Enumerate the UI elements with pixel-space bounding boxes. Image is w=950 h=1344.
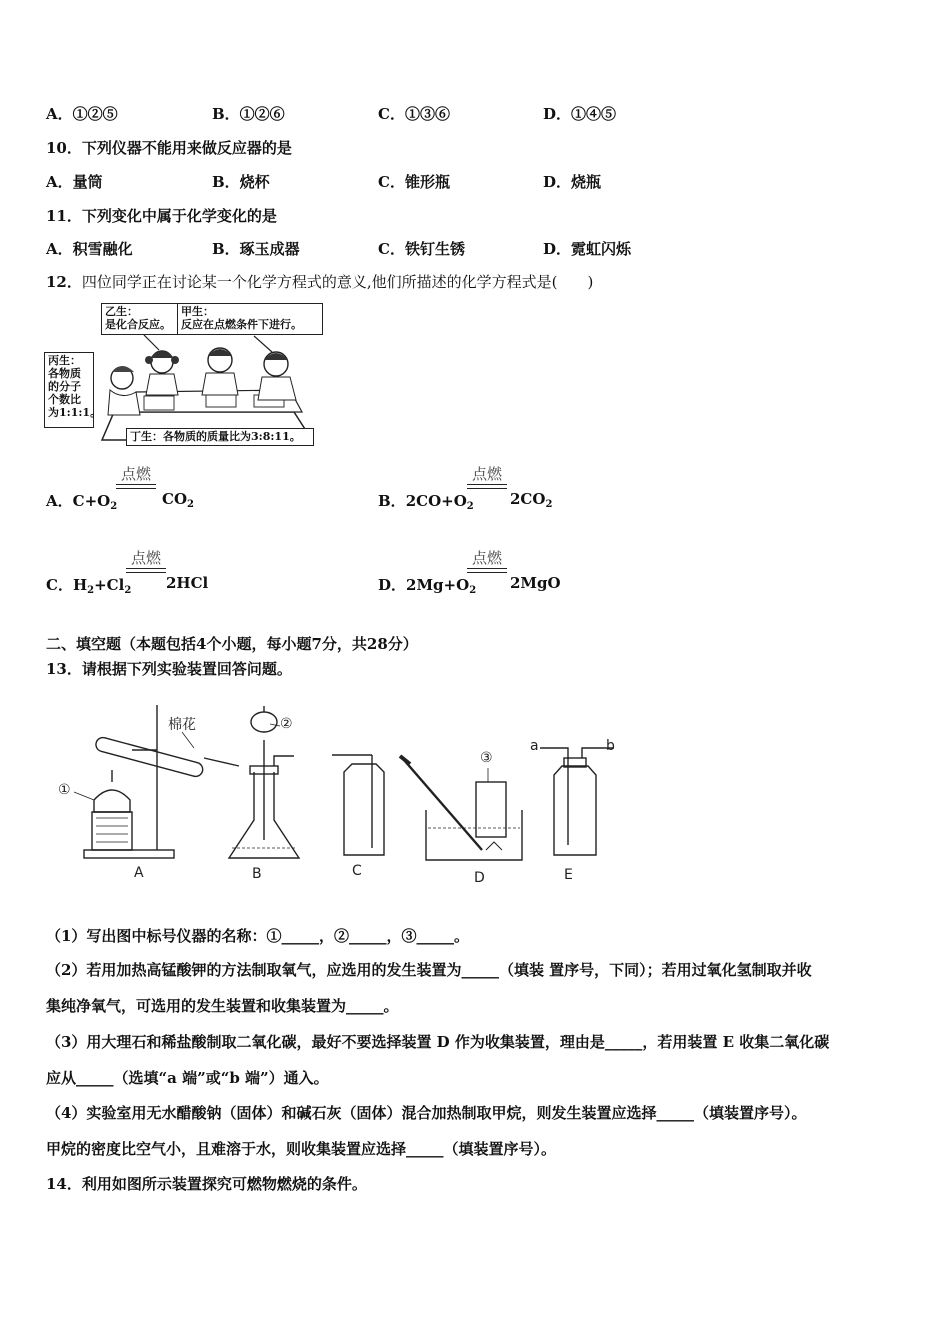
q12-figure	[44, 300, 314, 450]
label-A: A	[134, 865, 144, 881]
q12-d-equals	[467, 568, 507, 573]
q12-a-condition: 点燃	[120, 465, 151, 483]
q13-part-2a: （2）若用加热高锰酸钾的方法制取氧气，应选用的发生装置为_____（填装 置序号，下同）；若用过氧化氢制取并收	[46, 961, 812, 979]
q12-a-product: CO	[162, 490, 188, 508]
q11-stem: 11．下列变化中属于化学变化的是	[46, 207, 277, 225]
q13-part-1: （1）写出图中标号仪器的名称：①_____，②_____，③_____。	[46, 927, 469, 945]
q13-figure	[54, 700, 634, 890]
q13-part-3b: 应从_____（选填“a 端”或“b 端”）通入。	[46, 1069, 329, 1087]
label-2: ②	[280, 716, 293, 732]
q12-option-b	[378, 490, 474, 512]
q11-option-c: C．铁钉生锈	[378, 240, 465, 258]
q12-a-equals	[116, 484, 156, 489]
label-b: b	[606, 738, 615, 754]
label-E: E	[564, 867, 573, 883]
q12-b-equals	[467, 484, 507, 489]
subscript: 2	[124, 585, 132, 596]
q9-option-b: B．①②⑥	[212, 105, 285, 123]
q10-option-a: A．量筒	[46, 173, 103, 191]
subscript: 2	[110, 501, 118, 512]
q12-b-right	[510, 490, 552, 510]
q12-option-c	[46, 574, 131, 596]
q10-option-c: C．锥形瓶	[378, 173, 450, 191]
q12-c-right: 2HCl	[166, 574, 209, 592]
q13-stem: 13．请根据下列实验装置回答问题。	[46, 660, 292, 678]
q9-option-c: C．①③⑥	[378, 105, 450, 123]
apparatus-illustration	[54, 700, 634, 890]
label-a: a	[530, 738, 539, 754]
label-1: ①	[58, 782, 71, 798]
bubble-ding: 丁生：各物质的质量比为3:8:11。	[126, 428, 314, 446]
q12-c-label: C．	[46, 576, 73, 594]
q12-stem	[46, 271, 593, 292]
q11-option-a: A．积雪融化	[46, 240, 133, 258]
q14-stem: 14．利用如图所示装置探究可燃物燃烧的条件。	[46, 1175, 367, 1193]
q12-b-label: B．	[378, 492, 406, 510]
subscript: 2	[466, 501, 474, 512]
subscript: 2	[87, 585, 95, 596]
q10-option-b: B．烧杯	[212, 173, 270, 191]
q12-b-condition: 点燃	[471, 465, 502, 483]
q12-b-left: 2CO+O	[405, 492, 467, 510]
q12-d-left: 2Mg+O	[406, 576, 470, 594]
q12-d-label: D．	[378, 576, 407, 594]
q12-c-equals	[126, 568, 166, 573]
subscript: 2	[545, 499, 553, 510]
bubble-jia: 甲生： 反应在点燃条件下进行。	[177, 303, 323, 335]
q11-option-d: D．霓虹闪烁	[543, 240, 632, 258]
q13-part-3a: （3）用大理石和稀盐酸制取二氧化碳，最好不要选择装置 D 作为收集装置，理由是_____，若用装置 E 收集二氧化碳	[46, 1033, 830, 1051]
q13-part-4b: 甲烷的密度比空气小，且难溶于水，则收集装置应选择_____（填装置序号）。	[46, 1140, 557, 1158]
label-3: ③	[480, 750, 493, 766]
q11-option-b: B．琢玉成器	[212, 240, 300, 258]
subscript: 2	[469, 585, 477, 596]
bubble-yi: 乙生： 是化合反应。	[101, 303, 179, 335]
q12-a-left: C+O	[72, 492, 111, 510]
q12-stem-text: 四位同学正在讨论某一个化学方程式的意义,他们所描述的化学方程式是( )	[81, 273, 594, 291]
q13-part-2b: 集纯净氧气，可选用的发生装置和收集装置为_____。	[46, 997, 399, 1015]
q12-c-condition: 点燃	[130, 549, 161, 567]
q12-d-condition: 点燃	[471, 549, 502, 567]
q9-option-d: D．①④⑤	[543, 105, 617, 123]
q12-d-right: 2MgO	[510, 574, 561, 592]
q12-a-label: A．	[46, 492, 73, 510]
q12-c-left-2: +Cl	[94, 576, 125, 594]
q12-a-right	[162, 490, 194, 510]
q9-option-a: A．①②⑤	[46, 105, 118, 123]
q12-number: 12．	[46, 273, 82, 291]
label-cotton: 棉花	[168, 717, 196, 733]
section-2-title: 二、填空题（本题包括4个小题，每小题7分，共28分）	[46, 635, 418, 653]
q12-option-a	[46, 490, 117, 512]
label-C: C	[352, 863, 362, 879]
q13-part-4a: （4）实验室用无水醋酸钠（固体）和碱石灰（固体）混合加热制取甲烷，则发生装置应选择_____（填装置序号）。	[46, 1104, 807, 1122]
label-B: B	[252, 866, 262, 882]
q12-c-left-1: H	[72, 576, 88, 594]
q12-option-d	[378, 574, 476, 596]
label-D: D	[474, 870, 485, 886]
bubble-bing: 丙生： 各物质 的分子 个数比 为1:1:1。	[44, 352, 94, 428]
q12-b-product: 2CO	[510, 490, 546, 508]
q10-stem: 10．下列仪器不能用来做反应器的是	[46, 139, 292, 157]
subscript: 2	[187, 499, 194, 510]
q10-option-d: D．烧瓶	[543, 173, 602, 191]
